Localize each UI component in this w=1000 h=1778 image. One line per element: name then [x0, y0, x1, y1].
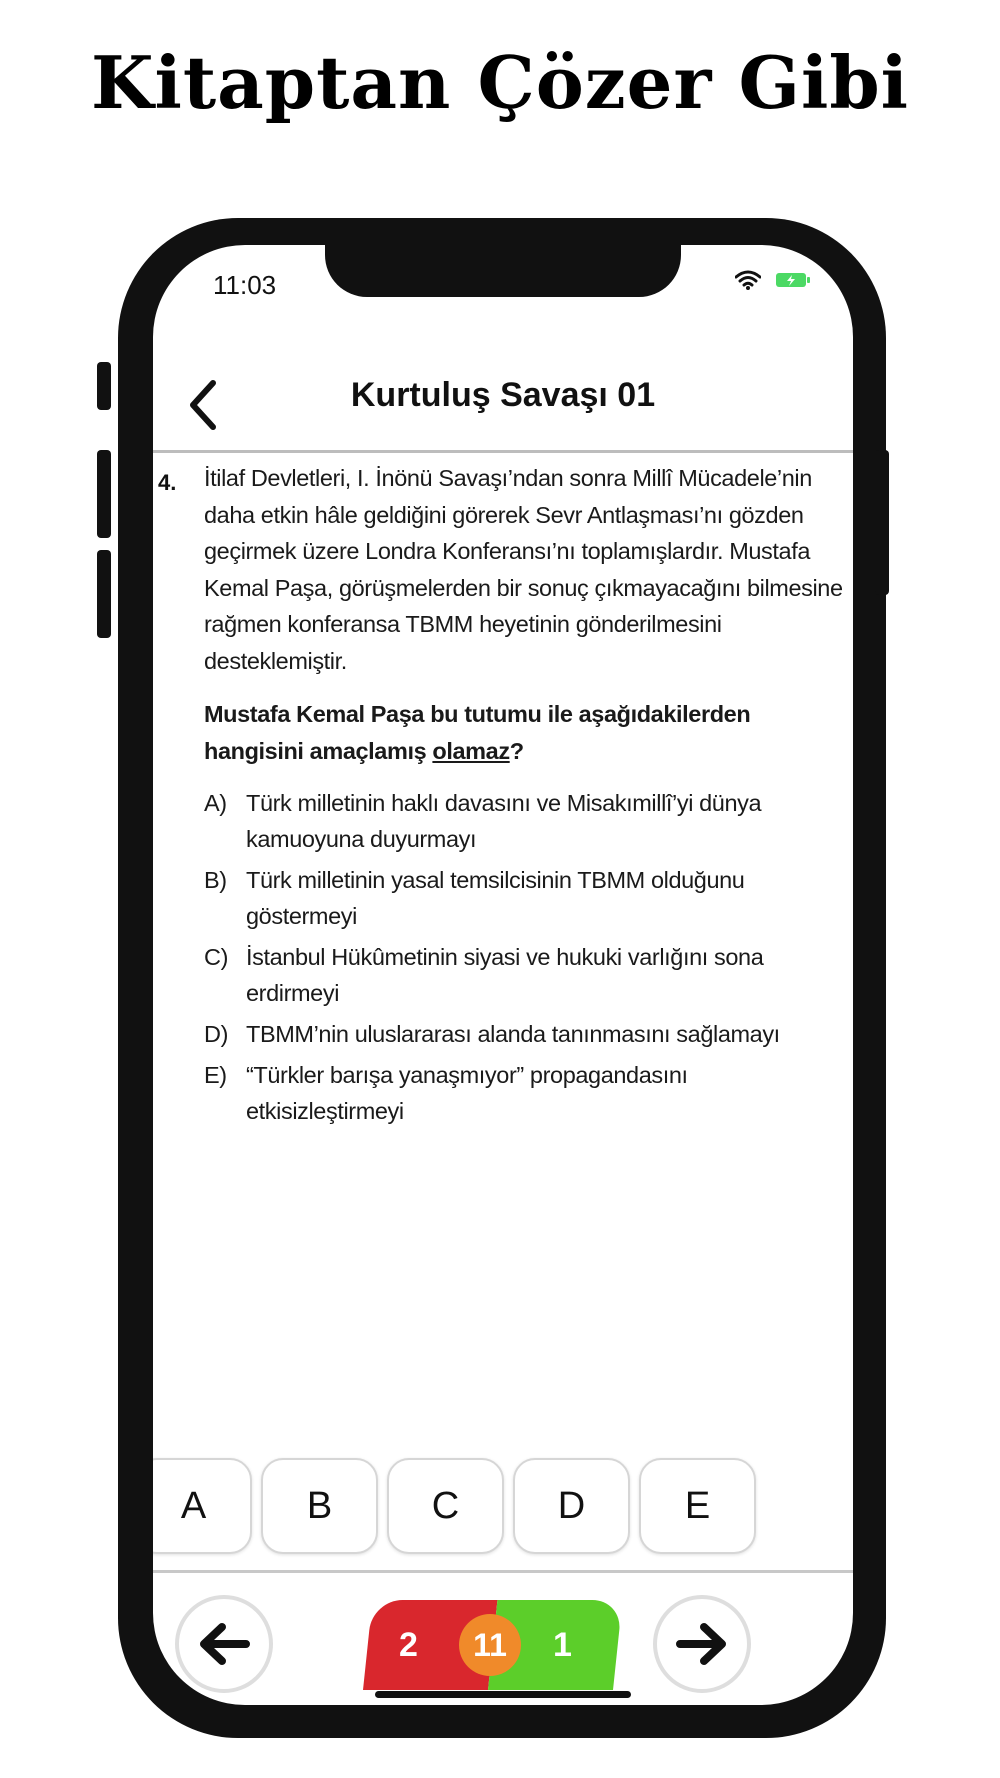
phone-screen [153, 245, 853, 1705]
nav-header [153, 345, 853, 445]
option-c [204, 939, 844, 1011]
option-letter: D) [204, 1021, 228, 1047]
score-indicator [363, 1600, 613, 1690]
power-button [875, 450, 889, 595]
question-prompt-end: ? [509, 737, 524, 764]
answer-buttons [153, 1458, 853, 1548]
question-options [204, 785, 844, 1134]
correct-count: 1 [553, 1626, 572, 1664]
question-prompt-underlined: olamaz [432, 737, 510, 764]
question-body [204, 460, 844, 769]
option-a [204, 785, 844, 857]
option-letter: E) [204, 1062, 227, 1088]
previous-question-button[interactable] [175, 1595, 273, 1693]
answer-button-d[interactable]: D [513, 1458, 630, 1554]
option-text: TBMM’nin uluslararası alanda tanınmasını sağlamayı [246, 1021, 780, 1047]
empty-count: 11 [459, 1614, 521, 1676]
promo-headline: Kitaptan Çözer Gibi [90, 40, 910, 125]
battery-charging-icon [775, 271, 811, 289]
option-letter: C) [204, 944, 228, 970]
volume-up-button [97, 450, 111, 538]
option-letter: A) [204, 790, 227, 816]
volume-down-button [97, 550, 111, 638]
option-e [204, 1057, 844, 1129]
option-letter: B) [204, 867, 227, 893]
question-stem: İtilaf Devletleri, I. İnönü Savaşı’ndan sonra Millî Mücadele’nin daha etkin hâle geldiğini görerek Sevr Antlaşması’nı gözden geçirmek üzere Londra Konferansı’nı toplamışlardır. Mustafa Kemal Paşa, görüşmelerden bir sonuç çıkmayacağını bilmesine rağmen konferansa TBMM heyetinin gönderilmesini desteklemiştir. [204, 465, 843, 674]
question-area [153, 460, 853, 1160]
answer-button-e[interactable]: E [639, 1458, 756, 1554]
option-text: “Türkler barışa yanaşmıyor” propagandasını etkisizleştirmeyi [246, 1062, 688, 1124]
option-d [204, 1016, 844, 1052]
bottom-divider [153, 1570, 853, 1573]
arrow-left-icon [196, 1621, 252, 1667]
answer-button-b[interactable]: B [261, 1458, 378, 1554]
wifi-icon [735, 270, 761, 290]
option-text: Türk milletinin yasal temsilcisinin TBMM olduğunu göstermeyi [246, 867, 745, 929]
question-prompt-main: Mustafa Kemal Paşa bu tutumu ile aşağıdakilerden hangisini amaçlamış [204, 701, 751, 764]
page-title: Kurtuluş Savaşı 01 [350, 376, 656, 414]
answer-button-c[interactable]: C [387, 1458, 504, 1554]
home-indicator [375, 1691, 631, 1698]
silent-switch [97, 362, 111, 410]
back-chevron-icon[interactable] [183, 375, 223, 435]
wrong-count: 2 [399, 1626, 418, 1664]
option-b [204, 862, 844, 934]
status-icons [735, 270, 811, 290]
answer-button-a[interactable]: A [153, 1458, 252, 1554]
arrow-right-icon [674, 1621, 730, 1667]
notch [325, 245, 681, 297]
question-number: 4. [158, 470, 177, 495]
option-text: İstanbul Hükûmetinin siyasi ve hukuki varlığını sona erdirmeyi [246, 944, 764, 1006]
option-text: Türk milletinin haklı davasını ve Misakımillî’yi dünya kamuoyuna duyurmayı [246, 790, 762, 852]
question-prompt [204, 696, 844, 769]
next-question-button[interactable] [653, 1595, 751, 1693]
status-time: 11:03 [213, 270, 277, 300]
header-divider [153, 450, 853, 453]
